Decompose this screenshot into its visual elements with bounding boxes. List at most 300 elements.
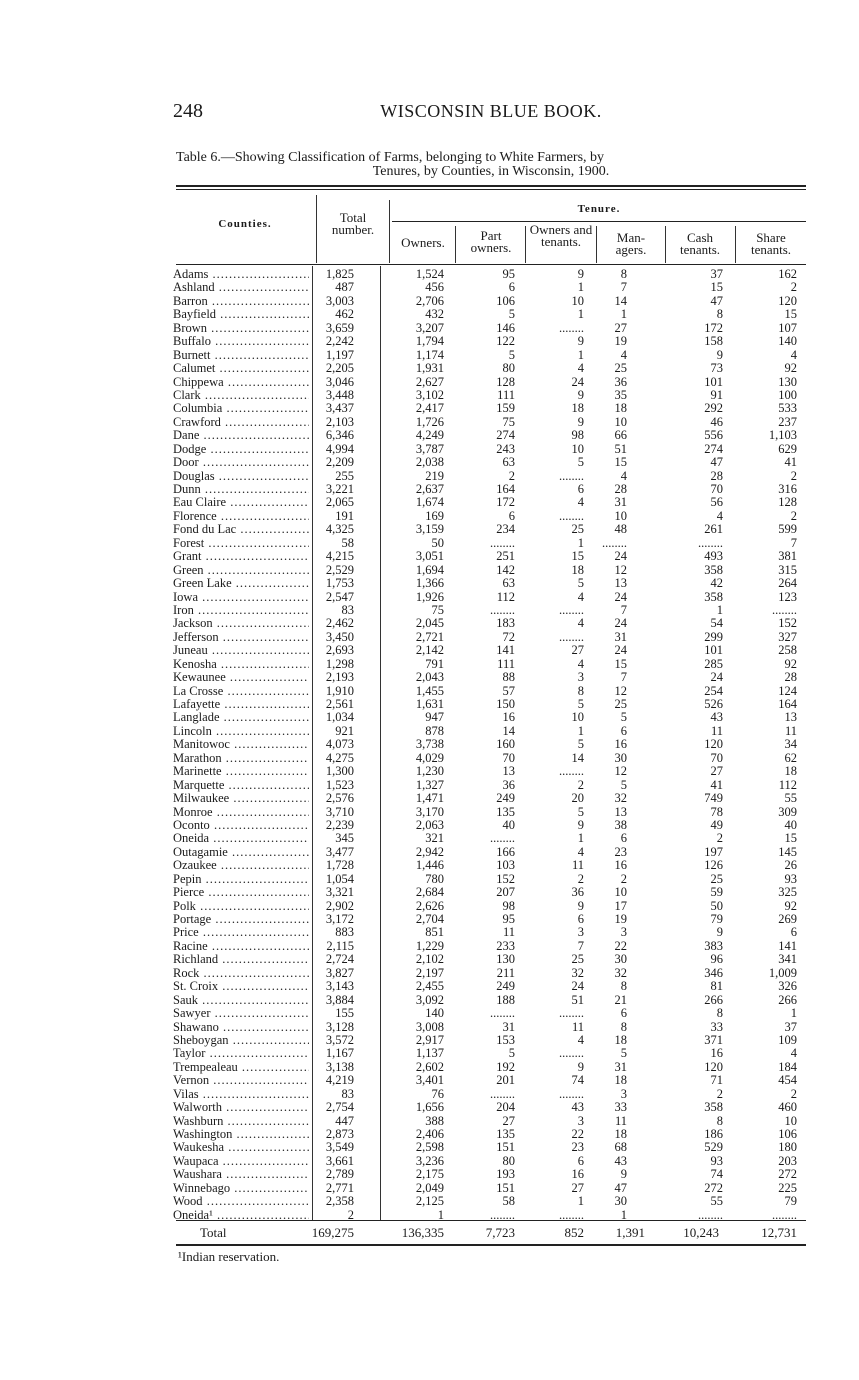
- cell-part-owners: ........: [490, 831, 515, 846]
- table-row: [0, 738, 859, 751]
- cell-share-tenants: 13: [784, 710, 797, 725]
- cell-owners-and-tenants: 1: [577, 280, 584, 295]
- cell-owners: 75: [431, 602, 444, 617]
- cell-total: 255: [335, 468, 354, 483]
- cell-managers: 23: [614, 844, 627, 859]
- cell-total: 4,275: [325, 750, 354, 765]
- table-row: [0, 671, 859, 684]
- cell-owners: 1: [437, 1207, 444, 1222]
- cell-part-owners: ........: [490, 602, 515, 617]
- header-top-rule-thin: [176, 189, 806, 190]
- cell-managers: 5: [620, 1046, 627, 1061]
- cell-owners: 2,706: [415, 293, 444, 308]
- cell-part-owners: 95: [502, 267, 515, 281]
- cell-owners-and-tenants: 6: [577, 1153, 584, 1168]
- cell-county: Marquette .....: [173, 779, 309, 792]
- cell-total: 2,771: [325, 1180, 354, 1195]
- table-row: [0, 832, 859, 845]
- cell-managers: 24: [614, 589, 627, 604]
- table-row: [0, 1195, 859, 1208]
- cell-share-tenants: 326: [778, 979, 797, 994]
- cell-cash-tenants: 70: [710, 482, 723, 496]
- cell-part-owners: 166: [496, 844, 515, 859]
- cell-total: 4,073: [325, 737, 354, 752]
- cell-cash-tenants: 37: [710, 267, 723, 281]
- cell-county: Racine .....: [173, 940, 309, 953]
- cell-cash-tenants: 43: [710, 710, 723, 725]
- cell-owners: 3,207: [415, 320, 444, 335]
- cell-managers: 38: [614, 817, 627, 832]
- cell-owners-and-tenants: 11: [571, 1019, 584, 1034]
- cell-managers: 6: [620, 831, 627, 846]
- cell-total: 155: [335, 1006, 354, 1021]
- cell-part-owners: 31: [502, 1019, 515, 1034]
- cell-total: 1,300: [325, 764, 354, 779]
- table-row: [0, 389, 859, 402]
- cell-part-owners: 88: [502, 670, 515, 685]
- cell-owners: 2,455: [415, 979, 444, 994]
- cell-total: 1,298: [325, 656, 354, 671]
- cell-part-owners: 188: [496, 992, 515, 1007]
- cell-total: 1,054: [325, 871, 354, 886]
- cell-total: 2,103: [325, 414, 354, 429]
- header-owners: Owners.: [401, 235, 445, 250]
- cell-managers: 19: [614, 334, 627, 349]
- cell-managers: 13: [614, 576, 627, 591]
- cell-owners-and-tenants: 4: [577, 361, 584, 376]
- cell-share-tenants: 1: [790, 1006, 797, 1021]
- cell-total: 6,346: [325, 428, 354, 443]
- cell-owners: 1,926: [415, 589, 444, 604]
- cell-managers: ........: [602, 535, 627, 550]
- cell-owners: 2,063: [415, 817, 444, 832]
- table-row: [0, 886, 859, 899]
- totals-total: 169,275: [311, 1225, 354, 1240]
- table-body: [0, 268, 859, 1222]
- cell-total: 1,034: [325, 710, 354, 725]
- cell-part-owners: 201: [496, 1073, 515, 1088]
- cell-county: Columbia .....: [173, 402, 309, 415]
- cell-owners-and-tenants: 5: [577, 737, 584, 752]
- cell-managers: 22: [614, 938, 627, 953]
- cell-owners: 3,738: [415, 737, 444, 752]
- cell-share-tenants: 120: [778, 293, 797, 308]
- cell-managers: 27: [614, 320, 627, 335]
- totals-share-tenants: 12,731: [761, 1225, 797, 1240]
- cell-managers: 18: [614, 1032, 627, 1047]
- header-share-tenants: Share tenants.: [750, 230, 792, 257]
- cell-managers: 16: [614, 737, 627, 752]
- cell-share-tenants: 1,103: [768, 428, 797, 443]
- cell-county: Waupaca .....: [173, 1155, 309, 1168]
- cell-part-owners: 193: [496, 1167, 515, 1182]
- cell-cash-tenants: 91: [710, 387, 723, 402]
- cell-total: 58: [341, 535, 354, 550]
- cell-part-owners: 172: [496, 495, 515, 510]
- cell-owners: 3,102: [415, 387, 444, 402]
- cell-cash-tenants: 28: [710, 468, 723, 483]
- cell-cash-tenants: 25: [710, 871, 723, 886]
- header-total-number: Total number.: [331, 210, 375, 237]
- cell-county: Juneau .....: [173, 644, 309, 657]
- table-row: [0, 295, 859, 308]
- cell-managers: 3: [620, 1086, 627, 1101]
- cell-total: 1,753: [325, 576, 354, 591]
- cell-managers: 15: [614, 656, 627, 671]
- cell-managers: 18: [614, 401, 627, 416]
- cell-owners: 432: [425, 307, 444, 322]
- cell-share-tenants: 18: [784, 764, 797, 779]
- cell-part-owners: 58: [502, 1194, 515, 1209]
- cell-owners-and-tenants: 22: [571, 1127, 584, 1141]
- cell-owners-and-tenants: ........: [559, 602, 584, 617]
- table-row: [0, 1074, 859, 1087]
- cell-part-owners: 5: [508, 347, 515, 362]
- footnote: ¹Indian reservation.: [178, 1249, 280, 1264]
- cell-cash-tenants: 274: [704, 441, 723, 456]
- table-row: [0, 429, 859, 442]
- table-row: [0, 1128, 859, 1141]
- cell-owners-and-tenants: 10: [571, 441, 584, 456]
- cell-cash-tenants: 1: [716, 602, 723, 617]
- cell-cash-tenants: 358: [704, 589, 723, 604]
- cell-cash-tenants: 73: [710, 361, 723, 376]
- cell-owners: 140: [425, 1006, 444, 1021]
- header-counties: Counties.: [218, 218, 272, 230]
- cell-county: Waukesha .....: [173, 1141, 309, 1154]
- cell-part-owners: 160: [496, 737, 515, 752]
- cell-cash-tenants: 358: [704, 1100, 723, 1115]
- cell-owners: 3,787: [415, 441, 444, 456]
- cell-share-tenants: 92: [784, 361, 797, 376]
- cell-owners: 1,524: [415, 267, 444, 281]
- cell-managers: 7: [620, 670, 627, 685]
- cell-county: Buffalo .....: [173, 335, 309, 348]
- cell-owners-and-tenants: 23: [571, 1140, 584, 1155]
- cell-county: Waushara .....: [173, 1168, 309, 1181]
- cell-cash-tenants: 292: [704, 401, 723, 416]
- header-divider: [389, 200, 390, 263]
- cell-owners-and-tenants: ........: [559, 320, 584, 335]
- cell-share-tenants: 128: [778, 495, 797, 510]
- cell-owners: 4,249: [415, 428, 444, 443]
- cell-cash-tenants: 285: [704, 656, 723, 671]
- totals-top-rule: [176, 1220, 806, 1221]
- cell-part-owners: 112: [496, 589, 515, 604]
- cell-total: 1,910: [325, 683, 354, 698]
- table-row: [0, 362, 859, 375]
- cell-managers: 25: [614, 361, 627, 376]
- header-divider: [316, 195, 317, 263]
- cell-county: Iowa .....: [173, 591, 309, 604]
- cell-share-tenants: 184: [778, 1059, 797, 1074]
- cell-owners: 321: [425, 831, 444, 846]
- cell-owners: 76: [431, 1086, 444, 1101]
- cell-owners-and-tenants: 1: [577, 535, 584, 550]
- cell-cash-tenants: 81: [710, 979, 723, 994]
- cell-total: 1,728: [325, 858, 354, 873]
- cell-owners-and-tenants: ........: [559, 1207, 584, 1222]
- cell-cash-tenants: ........: [698, 535, 723, 550]
- cell-county: Oconto .....: [173, 819, 309, 832]
- cell-county: Jefferson .....: [173, 631, 309, 644]
- header-part-owners: Part owners.: [470, 228, 512, 255]
- cell-total: 3,003: [325, 293, 354, 308]
- cell-managers: 31: [614, 629, 627, 644]
- cell-managers: 8: [620, 1019, 627, 1034]
- cell-owners-and-tenants: 5: [577, 455, 584, 470]
- cell-managers: 43: [614, 1153, 627, 1168]
- table-row: [0, 1182, 859, 1195]
- cell-managers: 1: [620, 307, 627, 322]
- cell-part-owners: 151: [496, 1140, 515, 1155]
- cell-county: Portage .....: [173, 913, 309, 926]
- cell-county: Lafayette .....: [173, 698, 309, 711]
- cell-county: Calumet .....: [173, 362, 309, 375]
- table-row: [0, 443, 859, 456]
- cell-owners: 2,626: [415, 898, 444, 913]
- cell-managers: 24: [614, 643, 627, 658]
- cell-county: Iron .....: [173, 604, 309, 617]
- cell-share-tenants: 106: [778, 1127, 797, 1141]
- cell-part-owners: 2: [508, 468, 515, 483]
- table-row: [0, 1101, 859, 1114]
- cell-managers: 16: [614, 858, 627, 873]
- cell-total: 2,873: [325, 1127, 354, 1141]
- cell-part-owners: 40: [502, 817, 515, 832]
- table-row: [0, 779, 859, 792]
- cell-total: 3,221: [325, 482, 354, 496]
- cell-county: Milwaukee .....: [173, 792, 309, 805]
- cell-managers: 25: [614, 697, 627, 711]
- cell-cash-tenants: 261: [704, 522, 723, 537]
- cell-owners: 2,038: [415, 455, 444, 470]
- table-row: [0, 631, 859, 644]
- cell-owners: 2,598: [415, 1140, 444, 1155]
- table-row: [0, 617, 859, 630]
- cell-managers: 35: [614, 387, 627, 402]
- table-row: [0, 281, 859, 294]
- table-row: [0, 523, 859, 536]
- cell-county: Grant .....: [173, 550, 309, 563]
- table-row: [0, 900, 859, 913]
- totals-part-owners: 7,723: [485, 1225, 515, 1240]
- cell-managers: 15: [614, 455, 627, 470]
- cell-cash-tenants: 96: [710, 952, 723, 967]
- cell-county: Chippewa .....: [173, 376, 309, 389]
- table-row: [0, 591, 859, 604]
- table-row: [0, 470, 859, 483]
- cell-part-owners: 183: [496, 616, 515, 631]
- header-bottom-rule: [176, 264, 806, 265]
- cell-owners: 2,627: [415, 374, 444, 389]
- cell-managers: 24: [614, 549, 627, 564]
- cell-managers: 9: [620, 1167, 627, 1182]
- cell-owners-and-tenants: 32: [571, 965, 584, 980]
- cell-part-owners: ........: [490, 1086, 515, 1101]
- cell-cash-tenants: 101: [704, 643, 723, 658]
- cell-share-tenants: 41: [784, 455, 797, 470]
- cell-share-tenants: 55: [784, 791, 797, 806]
- table-caption: [176, 151, 806, 179]
- cell-owners-and-tenants: 18: [571, 562, 584, 577]
- cell-managers: 33: [614, 1100, 627, 1115]
- cell-share-tenants: 145: [778, 844, 797, 859]
- cell-county: Taylor .....: [173, 1047, 309, 1060]
- cell-cash-tenants: 371: [704, 1032, 723, 1047]
- cell-managers: 36: [614, 374, 627, 389]
- cell-owners-and-tenants: 4: [577, 589, 584, 604]
- cell-county: Green .....: [173, 564, 309, 577]
- cell-county: Monroe .....: [173, 806, 309, 819]
- cell-part-owners: 80: [502, 361, 515, 376]
- cell-cash-tenants: 33: [710, 1019, 723, 1034]
- cell-owners-and-tenants: 27: [571, 643, 584, 658]
- cell-cash-tenants: 254: [704, 683, 723, 698]
- cell-share-tenants: 79: [784, 1194, 797, 1209]
- cell-county: Oneida¹ .....: [173, 1209, 309, 1222]
- cell-part-owners: 72: [502, 629, 515, 644]
- cell-managers: 8: [620, 267, 627, 281]
- table-row: [0, 913, 859, 926]
- cell-owners-and-tenants: 2: [577, 871, 584, 886]
- header-divider: [596, 226, 597, 263]
- header-divider: [525, 226, 526, 263]
- cell-owners-and-tenants: 4: [577, 656, 584, 671]
- cell-owners-and-tenants: 11: [571, 858, 584, 873]
- cell-cash-tenants: ........: [698, 1207, 723, 1222]
- table-row: [0, 873, 859, 886]
- cell-total: 462: [335, 307, 354, 322]
- cell-owners-and-tenants: 25: [571, 522, 584, 537]
- table-row: [0, 1047, 859, 1060]
- cell-total: 3,477: [325, 844, 354, 859]
- cell-part-owners: 249: [496, 979, 515, 994]
- cell-part-owners: ........: [490, 1207, 515, 1222]
- cell-owners-and-tenants: 24: [571, 979, 584, 994]
- cell-county: Brown .....: [173, 322, 309, 335]
- cell-share-tenants: ........: [772, 1207, 797, 1222]
- cell-cash-tenants: 8: [716, 307, 723, 322]
- cell-total: 2,789: [325, 1167, 354, 1182]
- cell-owners: 2,406: [415, 1127, 444, 1141]
- cell-owners-and-tenants: 51: [571, 992, 584, 1007]
- cell-managers: 31: [614, 1059, 627, 1074]
- cell-cash-tenants: 383: [704, 938, 723, 953]
- cell-owners: 1,794: [415, 334, 444, 349]
- cell-county: Ashland .....: [173, 281, 309, 294]
- cell-managers: 31: [614, 495, 627, 510]
- cell-county: St. Croix .....: [173, 980, 309, 993]
- cell-total: 2,576: [325, 791, 354, 806]
- table-row: [0, 994, 859, 1007]
- cell-share-tenants: 152: [778, 616, 797, 631]
- cell-owners: 1,137: [415, 1046, 444, 1061]
- cell-share-tenants: 28: [784, 670, 797, 685]
- cell-owners: 1,229: [415, 938, 444, 953]
- cell-share-tenants: 264: [778, 576, 797, 591]
- cell-total: 2,547: [325, 589, 354, 604]
- cell-part-owners: 146: [496, 320, 515, 335]
- table-row: [0, 644, 859, 657]
- totals-label: Total: [200, 1225, 227, 1240]
- header-divider: [735, 226, 736, 263]
- cell-owners: 2,942: [415, 844, 444, 859]
- cell-total: 3,138: [325, 1059, 354, 1074]
- cell-share-tenants: 37: [784, 1019, 797, 1034]
- cell-part-owners: 27: [502, 1113, 515, 1128]
- cell-county: Sheboygan .....: [173, 1034, 309, 1047]
- cell-total: 4,215: [325, 549, 354, 564]
- cell-part-owners: 14: [502, 723, 515, 738]
- cell-county: Vilas .....: [173, 1088, 309, 1101]
- cell-share-tenants: 2: [790, 508, 797, 523]
- cell-owners-and-tenants: 4: [577, 495, 584, 510]
- cell-owners-and-tenants: 15: [571, 549, 584, 564]
- cell-part-owners: ........: [490, 535, 515, 550]
- cell-owners: 1,366: [415, 576, 444, 591]
- cell-share-tenants: 141: [778, 938, 797, 953]
- cell-cash-tenants: 272: [704, 1180, 723, 1195]
- cell-total: 83: [341, 602, 354, 617]
- cell-owners: 1,726: [415, 414, 444, 429]
- cell-part-owners: 141: [496, 643, 515, 658]
- cell-owners: 1,694: [415, 562, 444, 577]
- cell-part-owners: 11: [502, 925, 515, 940]
- cell-owners: 780: [425, 871, 444, 886]
- table-row: [0, 456, 859, 469]
- cell-total: 2,529: [325, 562, 354, 577]
- cell-part-owners: 36: [502, 777, 515, 792]
- cell-total: 1,523: [325, 777, 354, 792]
- cell-owners-and-tenants: ........: [559, 764, 584, 779]
- cell-part-owners: 249: [496, 791, 515, 806]
- table-row: [0, 819, 859, 832]
- cell-owners-and-tenants: 1: [577, 831, 584, 846]
- cell-total: 2,242: [325, 334, 354, 349]
- cell-part-owners: 80: [502, 1153, 515, 1168]
- cell-total: 3,450: [325, 629, 354, 644]
- cell-county: Dane .....: [173, 429, 309, 442]
- cell-owners: 947: [425, 710, 444, 725]
- cell-owners-and-tenants: 9: [577, 267, 584, 281]
- table-row: [0, 711, 859, 724]
- cell-county: Richland .....: [173, 953, 309, 966]
- cell-county: Door .....: [173, 456, 309, 469]
- cell-share-tenants: 10: [784, 1113, 797, 1128]
- cell-county: Fond du Lac .....: [173, 523, 309, 536]
- cell-county: Dodge .....: [173, 443, 309, 456]
- cell-county: Manitowoc .....: [173, 738, 309, 751]
- cell-owners-and-tenants: ........: [559, 1006, 584, 1021]
- cell-cash-tenants: 186: [704, 1127, 723, 1141]
- cell-owners-and-tenants: 16: [571, 1167, 584, 1182]
- cell-managers: 12: [614, 562, 627, 577]
- table-row: [0, 1155, 859, 1168]
- cell-owners: 1,174: [415, 347, 444, 362]
- cell-managers: 32: [614, 791, 627, 806]
- cell-share-tenants: 2: [790, 468, 797, 483]
- cell-owners: 1,455: [415, 683, 444, 698]
- cell-total: 2,561: [325, 697, 354, 711]
- cell-share-tenants: 11: [784, 723, 797, 738]
- cell-owners: 4,029: [415, 750, 444, 765]
- cell-owners: 2,102: [415, 952, 444, 967]
- cell-county: Rock .....: [173, 967, 309, 980]
- cell-cash-tenants: 526: [704, 697, 723, 711]
- cell-total: 3,549: [325, 1140, 354, 1155]
- cell-owners-and-tenants: 24: [571, 374, 584, 389]
